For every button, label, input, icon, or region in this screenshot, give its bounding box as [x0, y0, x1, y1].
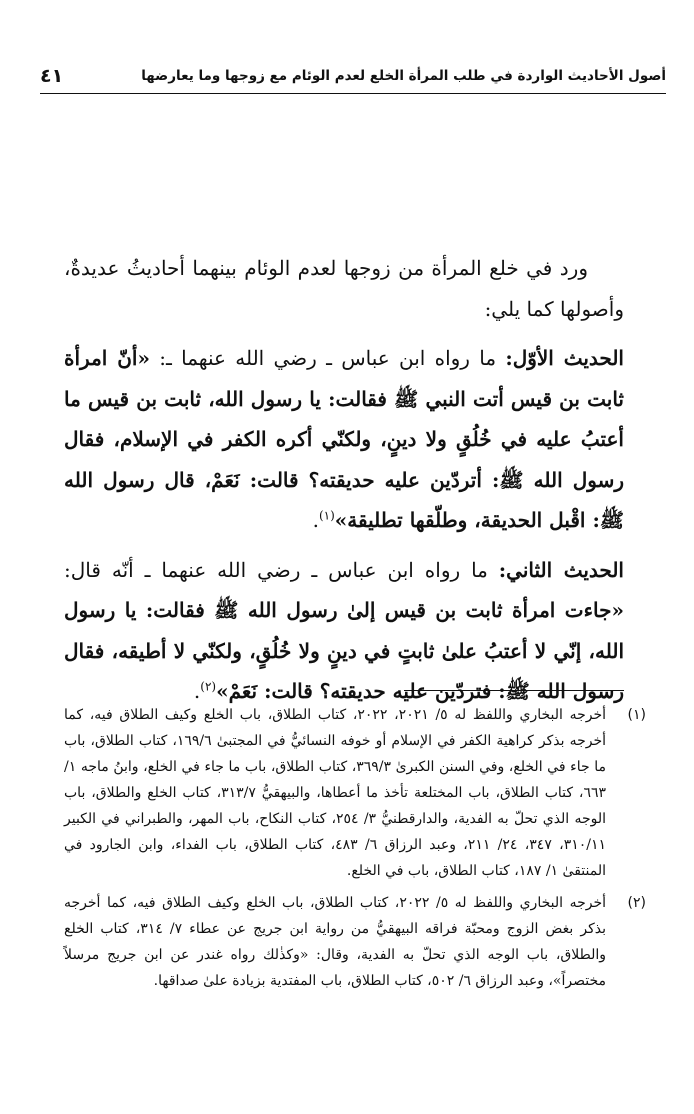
footnote-divider	[404, 690, 624, 691]
header-divider	[40, 93, 666, 94]
footnotes	[64, 702, 646, 1000]
intro-paragraph: ورد في خلع المرأة من زوجها لعدم الوئام بينهما أحاديثُ عديدةٌ، وأصولها كما يلي:	[64, 256, 624, 321]
hadith-1-paragraph	[64, 338, 624, 541]
hadith-2-end: .	[193, 679, 201, 703]
hadith-1-quote: «أنّ امرأة ثابت بن قيس أتت النبي ﷺ فقالت: يا رسول الله، ثابت بن قيس ما أعتبُ عليه في خُلُقٍ ولا دينٍ، ولكنّي أكره الكفر في الإسلام، فقال رسول الله ﷺ: أتردّين عليه حديقته؟ قالت: نَعَمْ، قال رسول الله ﷺ: اقْبل الحديقة، وطلّقها تطليقة»	[64, 346, 624, 532]
footnote-2-number: (٢)	[627, 895, 646, 911]
hadith-2-paragraph	[64, 550, 624, 712]
footnote-1-text: أخرجه البخاري واللفظ له ٥/ ٢٠٢١، ٢٠٢٢، كتاب الطلاق، باب الخلع وكيف الطلاق فيه، كما أخرجه بذكر كراهية الكفر في الإسلام أو خوفه النسائيُّ في المجتبىٰ ١٦٩/٦، كتاب الطلاق، باب ما جاء في الخلع، وفي السنن الكبرىٰ ٣٦٩/٣، كتاب الطلاق، باب ما جاء في الخلع، وابنُ ماجه ١/ ٦٦٣، كتاب الطلاق، باب المختلعة تأخذ ما أعطاها، والبيهقيُّ ٣١٣/٧، كتاب الخلع والطلاق، باب الوجه الذي تحلّ به الفدية، والدارقطنيُّ ٣/ ٢٥٤، كتاب النكاح، باب المهر، والطبراني في الكبير ٣١٠/١١، ٣٤٧، ٢٤/ ٢١١، وعبد الرزاق ٦/ ٤٨٣، كتاب الطلاق، باب الفداء، وابن الجارود في المنتقىٰ ١/ ١٨٧، كتاب الطلاق، باب في الخلع.	[64, 707, 607, 879]
hadith-2-narration: ما رواه ابن عباس ـ رضي الله عنهما ـ أنّه قال:	[64, 557, 499, 582]
footnote-ref-1: (١)	[318, 508, 335, 523]
running-header	[40, 62, 666, 90]
footnote-ref-2: (٢)	[200, 679, 217, 694]
footnote-1-number: (١)	[627, 707, 646, 723]
footnote-1	[64, 702, 646, 884]
hadith-1-end: .	[312, 508, 319, 532]
hadith-1-narration: ما رواه ابن عباس ـ رضي الله عنهما ـ:	[149, 346, 506, 370]
hadith-2-label: الحديث الثاني:	[498, 557, 624, 582]
hadith-1-label: الحديث الأوّل:	[505, 346, 624, 370]
running-title: أصول الأحاديث الواردة في طلب المرأة الخلع لعدم الوئام مع زوجها وما يعارضها	[141, 68, 666, 84]
hadith-2-quote: «جاءت امرأة ثابت بن قيس إلىٰ رسول الله ﷺ فقالت: يا رسول الله، إنّي لا أعتبُ علىٰ ثابتٍ في دينٍ ولا خُلُقٍ، ولكنّي لا أطيقه، فقال رسول الله ﷺ: فتردّين عليه حديقته؟ قالت: نَعَمْ»	[64, 598, 624, 703]
footnote-2	[64, 890, 646, 994]
page-number: ٤١	[40, 65, 64, 87]
main-text	[64, 248, 624, 721]
footnote-2-text: أخرجه البخاري واللفظ له ٥/ ٢٠٢٢، كتاب الطلاق، باب الخلع وكيف الطلاق فيه، كما أخرجه بذكر بغض الزوج ومحبّة فراقه البيهقيُّ من رواية ابن جريج عن عطاء ٧/ ٣١٤، كتاب الخلع والطلاق، باب الوجه الذي تحلّ به الفدية، وقال: «وكذٰلك رواه غندر عن ابن جريج مرسلاً مختصراً»، وعبد الرزاق ٦/ ٥٠٢، كتاب الطلاق، باب المفتدية بزيادة علىٰ صداقها.	[64, 895, 606, 989]
